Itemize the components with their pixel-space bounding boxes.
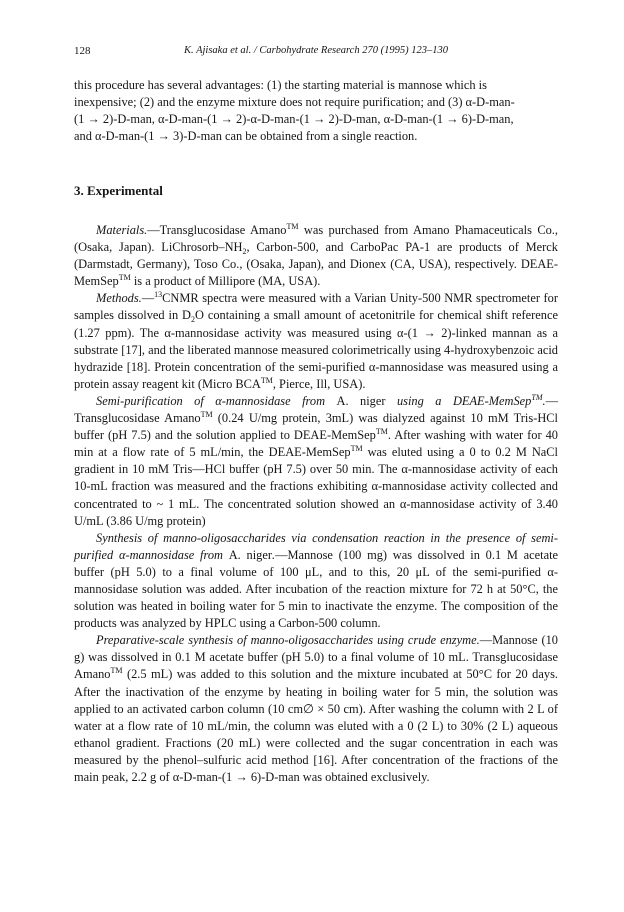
preparative-runin: Preparative-scale synthesis of manno-oligosaccharides using crude enzyme. bbox=[96, 633, 480, 648]
trademark: TM bbox=[200, 410, 213, 420]
intro-line: (1 → 2)-D-man, α-D-man-(1 → 2)-α-D-man-(1 → 2)-D-man, α-D-man-(1 → 6)-D-man, bbox=[74, 112, 514, 127]
intro-paragraph bbox=[74, 77, 558, 145]
trademark: TM bbox=[260, 375, 273, 385]
page-number: 128 bbox=[74, 45, 91, 57]
materials-paragraph: Materials.—Transglucosidase Amano™ was purchased from Amano Phamaceuticals Co., (Osaka, Japan). LiChrosorb–$NH_2$, Carbon-500, and CarboPac PA-1 are products of Merck (Darmstadt, Germany), Toso Co., (Osaka, Japan), and Dionex (CA, USA), respectively. DEAE-MemSep™ is a product of Millipore (MA, USA). bbox=[74, 222, 558, 289]
materials-runin: Materials. bbox=[96, 223, 148, 237]
methods-paragraph: Methods.—$^{13}$CNMR spectra were measured with a Varian Unity-500 NMR spectrometer for samples dissolved in $D_2O$ containing a small amount of acetonitrile for chemical shift reference (1.27 ppm). The α-mannosidase activity was measured using α-(1 → 2)-linked mannan as a substrate [17], and the liberated mannose measured colorimetrically using 4-hydroxybenzoic acid hydrazide [18]. Protein concentration of the semi-purified α-mannosidase was measured using a protein assay reagent kit (Micro BCA™, Pierce, Ill, USA). bbox=[74, 290, 558, 391]
synthesis-paragraph: Synthesis of manno-oligosaccharides via condensation reaction in the presence of semi-purified α-mannosidase from A. niger.—Mannose (100 mg) was dissolved in 0.1 M acetate buffer (pH 5.0) to a final volume of 100 μL, and to this, 20 μL of the semi-purified α-mannosidase solution was added. After incubation of the reaction mixture for 72 h at 50°C, the solution was heated in boiling water for 5 min to inactivate the enzyme. The composition of the products was analyzed by HPLC using a Carbon-500 column. bbox=[74, 530, 559, 631]
methods-runin: Methods. bbox=[96, 291, 142, 306]
trademark: TM bbox=[118, 273, 131, 283]
trademark: TM bbox=[286, 222, 299, 231]
synthesis-runin: Synthesis of manno-oligosaccharides via condensation reaction in the presence of semi-purified α-mannosidase from A. niger. bbox=[74, 530, 558, 562]
trademark: TM bbox=[375, 427, 388, 437]
section-heading: 3. Experimental bbox=[74, 183, 163, 198]
semi-purification-paragraph: Semi-purification of α-mannosidase from A. niger using a DEAE-MemSep™.—Transglucosidase Amano™ (0.24 U/mg protein, 3mL) was dialyzed against 10 mM Tris-HCl buffer (pH 7.5) and the solution applied to DEAE-MemSep™. After washing with water for 40 min at a flow rate of 5 mL/min, the DEAE-MemSep™ was eluted using a 0 to 0.2 M NaCl gradient in 10 mM Tris—HCl buffer (pH 7.5) over 50 min. The α-mannosidase activity of each 10-mL fraction was measured and the fractions exhibiting α-mannosidase activity collected and concentrated to ~ 1 mL. The concentrated solution showed an α-mannosidase activity of 3.40 U/mL (3.86 U/mg protein) bbox=[74, 392, 559, 528]
trademark: TM bbox=[350, 444, 363, 454]
intro-line: this procedure has several advantages: (1) the starting material is mannose which is bbox=[74, 78, 487, 92]
intro-line: and α-D-man-(1 → 3)-D-man can be obtained from a single reaction. bbox=[74, 129, 418, 144]
experimental-body bbox=[74, 222, 558, 786]
trademark: TM bbox=[110, 666, 123, 676]
preparative-paragraph: Preparative-scale synthesis of manno-oligosaccharides using crude enzyme.—Mannose (10 g) was dissolved in 0.1 M acetate buffer (pH 5.0) to a final volume of 10 mL. Transglucosidase Amano™ (2.5 mL) was added to this solution and the mixture incubated at 50°C for 20 days. After the inactivation of the enzyme by heating in boiling water for 5 min, the solution was applied to an activated carbon column (10 cm∅ × 50 cm). After washing the column with 2 L of water at a flow rate of 10 mL/min, the column was eluted with a 0 (2 L) to 30% (2 L) aqueous ethanol gradient. Fractions (20 mL) were collected and the sugar concentration in each was measured by the phenol–sulfuric acid method [16]. After concentration of the fractions of the main peak, 2.2 g of α-D-man-(1 → 6)-D-man was obtained exclusively. bbox=[74, 633, 558, 784]
journal-citation: K. Ajisaka et al. / Carbohydrate Research 270 (1995) 123–130 bbox=[184, 45, 448, 56]
semi-purification-runin: Semi-purification of α-mannosidase from A. niger using a DEAE-MemSep™. bbox=[96, 392, 546, 408]
intro-line: inexpensive; (2) and the enzyme mixture does not require purification; and (3) α-D-man- bbox=[74, 95, 515, 110]
